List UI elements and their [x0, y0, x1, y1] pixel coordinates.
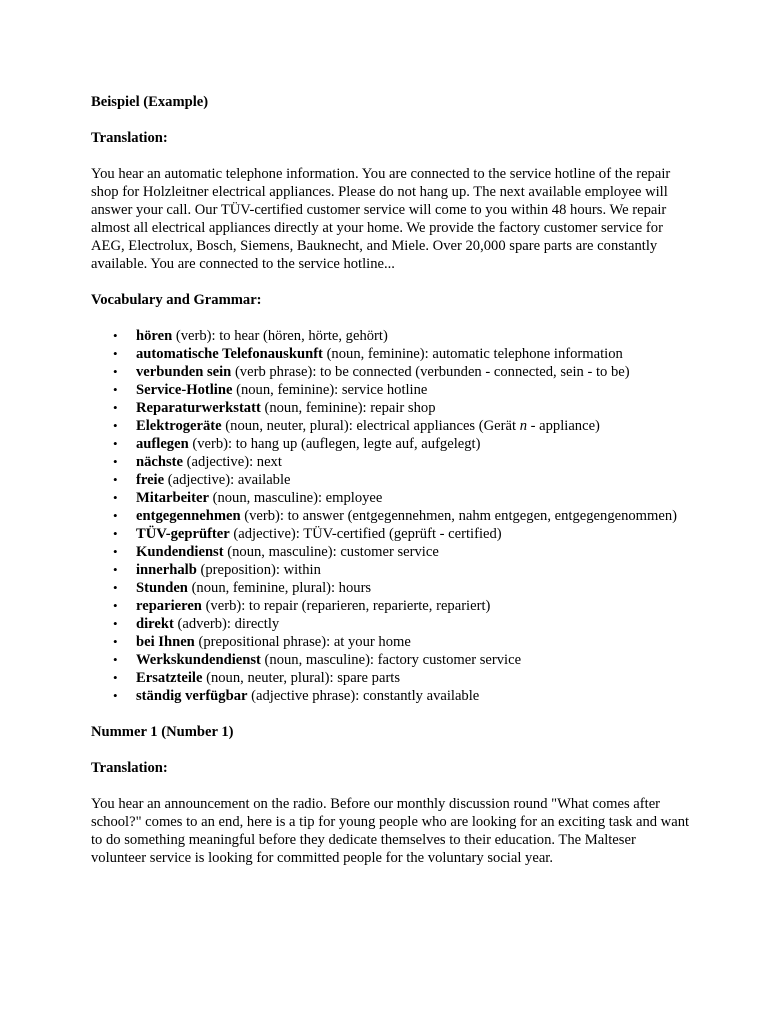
vocab-item — [113, 345, 691, 363]
vocab-item — [113, 507, 691, 525]
translation-paragraph: You hear an automatic telephone information. You are connected to the service hotline of the repair shop for Holzleitner electrical appliances. Please do not hang up. The next available employee will answer your call. Our TÜV-certified customer service will come to you within 48 hours. We repair almost all electrical appliances directly at your home. We provide the factory customer service for AEG, Electrolux, Bosch, Siemens, Bauknecht, and Miele. Over 20,000 spare parts are constantly available. You are connected to the service hotline... — [91, 166, 671, 272]
bullet-icon: • — [113, 670, 118, 685]
bullet-icon: • — [113, 436, 118, 451]
vocab-item — [113, 651, 691, 669]
vocab-item — [113, 363, 691, 381]
vocab-definition-continued: - appliance) — [526, 418, 600, 434]
vocab-term: Kundendienst — [136, 544, 224, 560]
vocab-item — [113, 417, 691, 435]
section-title-example: Beispiel (Example) — [91, 94, 209, 110]
bullet-icon: • — [113, 490, 118, 505]
vocab-definition: (noun, masculine): employee — [208, 490, 383, 506]
vocab-definition: (preposition): within — [196, 562, 321, 578]
vocab-item — [113, 669, 691, 687]
bullet-icon: • — [113, 544, 118, 559]
vocab-definition: (verb): to hang up (auflegen, legte auf, aufgelegt) — [188, 436, 481, 452]
vocab-item — [113, 489, 691, 507]
vocab-item — [113, 525, 691, 543]
document-page — [91, 93, 691, 885]
vocab-item — [113, 615, 691, 633]
vocab-term: Werkskundendienst — [136, 652, 261, 668]
translation-heading: Translation: — [91, 130, 168, 146]
vocab-item — [113, 453, 691, 471]
bullet-icon: • — [113, 508, 118, 523]
vocab-item — [113, 381, 691, 399]
bullet-icon: • — [113, 634, 118, 649]
bullet-icon: • — [113, 526, 118, 541]
vocab-term: bei Ihnen — [136, 634, 195, 650]
vocab-term: nächste — [136, 454, 184, 470]
vocab-item — [113, 687, 691, 705]
vocab-definition: (adjective phrase): constantly available — [247, 688, 480, 704]
section-title-number-1: Nummer 1 (Number 1) — [91, 724, 234, 740]
translation-heading-2: Translation: — [91, 760, 168, 776]
bullet-icon: • — [113, 598, 118, 613]
vocab-term: freie — [136, 472, 165, 488]
vocab-term: Stunden — [136, 580, 188, 596]
vocab-term: verbunden sein — [136, 364, 232, 380]
bullet-icon: • — [113, 580, 118, 595]
vocab-definition: (verb phrase): to be connected (verbunden - connected, sein - to be) — [231, 364, 630, 380]
vocab-definition: (verb): to answer (entgegennehmen, nahm entgegen, entgegengenommen) — [240, 508, 678, 524]
vocab-term: TÜV-geprüfter — [136, 526, 230, 542]
vocab-definition: (noun, masculine): factory customer service — [260, 652, 522, 668]
vocab-item — [113, 327, 691, 345]
vocab-term: direkt — [136, 616, 174, 632]
bullet-icon: • — [113, 472, 118, 487]
vocab-definition: (noun, masculine): customer service — [223, 544, 439, 560]
vocab-term: Ersatzteile — [136, 670, 203, 686]
vocab-gender-marker: n — [519, 418, 527, 434]
vocab-term: entgegennehmen — [136, 508, 241, 524]
vocab-definition: (noun, feminine, plural): hours — [187, 580, 372, 596]
vocab-definition: (adjective): available — [164, 472, 291, 488]
bullet-icon: • — [113, 418, 118, 433]
bullet-icon: • — [113, 400, 118, 415]
bullet-icon: • — [113, 382, 118, 397]
vocab-term: automatische Telefonauskunft — [136, 346, 323, 362]
vocab-item — [113, 561, 691, 579]
vocab-definition: (adjective): next — [183, 454, 282, 470]
vocab-item — [113, 597, 691, 615]
vocab-term: Reparaturwerkstatt — [136, 400, 261, 416]
vocab-item — [113, 471, 691, 489]
vocabulary-list — [91, 327, 691, 705]
bullet-icon: • — [113, 652, 118, 667]
bullet-icon: • — [113, 454, 118, 469]
vocab-definition: (noun, feminine): repair shop — [260, 400, 436, 416]
bullet-icon: • — [113, 688, 118, 703]
vocab-item — [113, 543, 691, 561]
vocab-term: Service-Hotline — [136, 382, 233, 398]
vocab-definition: (noun, neuter, plural): electrical appliances (Gerät — [221, 418, 520, 434]
vocab-term: innerhalb — [136, 562, 197, 578]
bullet-icon: • — [113, 346, 118, 361]
bullet-icon: • — [113, 328, 118, 343]
vocab-definition: (verb): to hear (hören, hörte, gehört) — [172, 328, 388, 344]
vocab-term: Elektrogeräte — [136, 418, 222, 434]
vocab-definition: (adjective): TÜV-certified (geprüft - certified) — [229, 526, 502, 542]
vocab-definition: (noun, neuter, plural): spare parts — [202, 670, 401, 686]
vocab-item — [113, 579, 691, 597]
bullet-icon: • — [113, 364, 118, 379]
bullet-icon: • — [113, 562, 118, 577]
vocab-definition: (adverb): directly — [173, 616, 280, 632]
vocab-definition: (verb): to repair (reparieren, reparierte, repariert) — [201, 598, 491, 614]
vocab-term: auflegen — [136, 436, 189, 452]
vocab-term: Mitarbeiter — [136, 490, 209, 506]
vocab-definition: (prepositional phrase): at your home — [194, 634, 411, 650]
vocab-term: reparieren — [136, 598, 202, 614]
translation-paragraph-2: You hear an announcement on the radio. Before our monthly discussion round "What comes after school?" comes to an end, here is a tip for young people who are looking for an exciting task and want to do something meaningful before they dedicate themselves to their education. The Malteser volunteer service is looking for committed people for the voluntary social year. — [91, 796, 690, 866]
vocab-definition: (noun, feminine): automatic telephone information — [322, 346, 623, 362]
vocab-term: hören — [136, 328, 173, 344]
vocab-item — [113, 399, 691, 417]
vocab-definition: (noun, feminine): service hotline — [232, 382, 428, 398]
vocab-item — [113, 435, 691, 453]
vocab-item — [113, 633, 691, 651]
vocabulary-heading: Vocabulary and Grammar: — [91, 292, 262, 308]
bullet-icon: • — [113, 616, 118, 631]
vocab-term: ständig verfügbar — [136, 688, 248, 704]
